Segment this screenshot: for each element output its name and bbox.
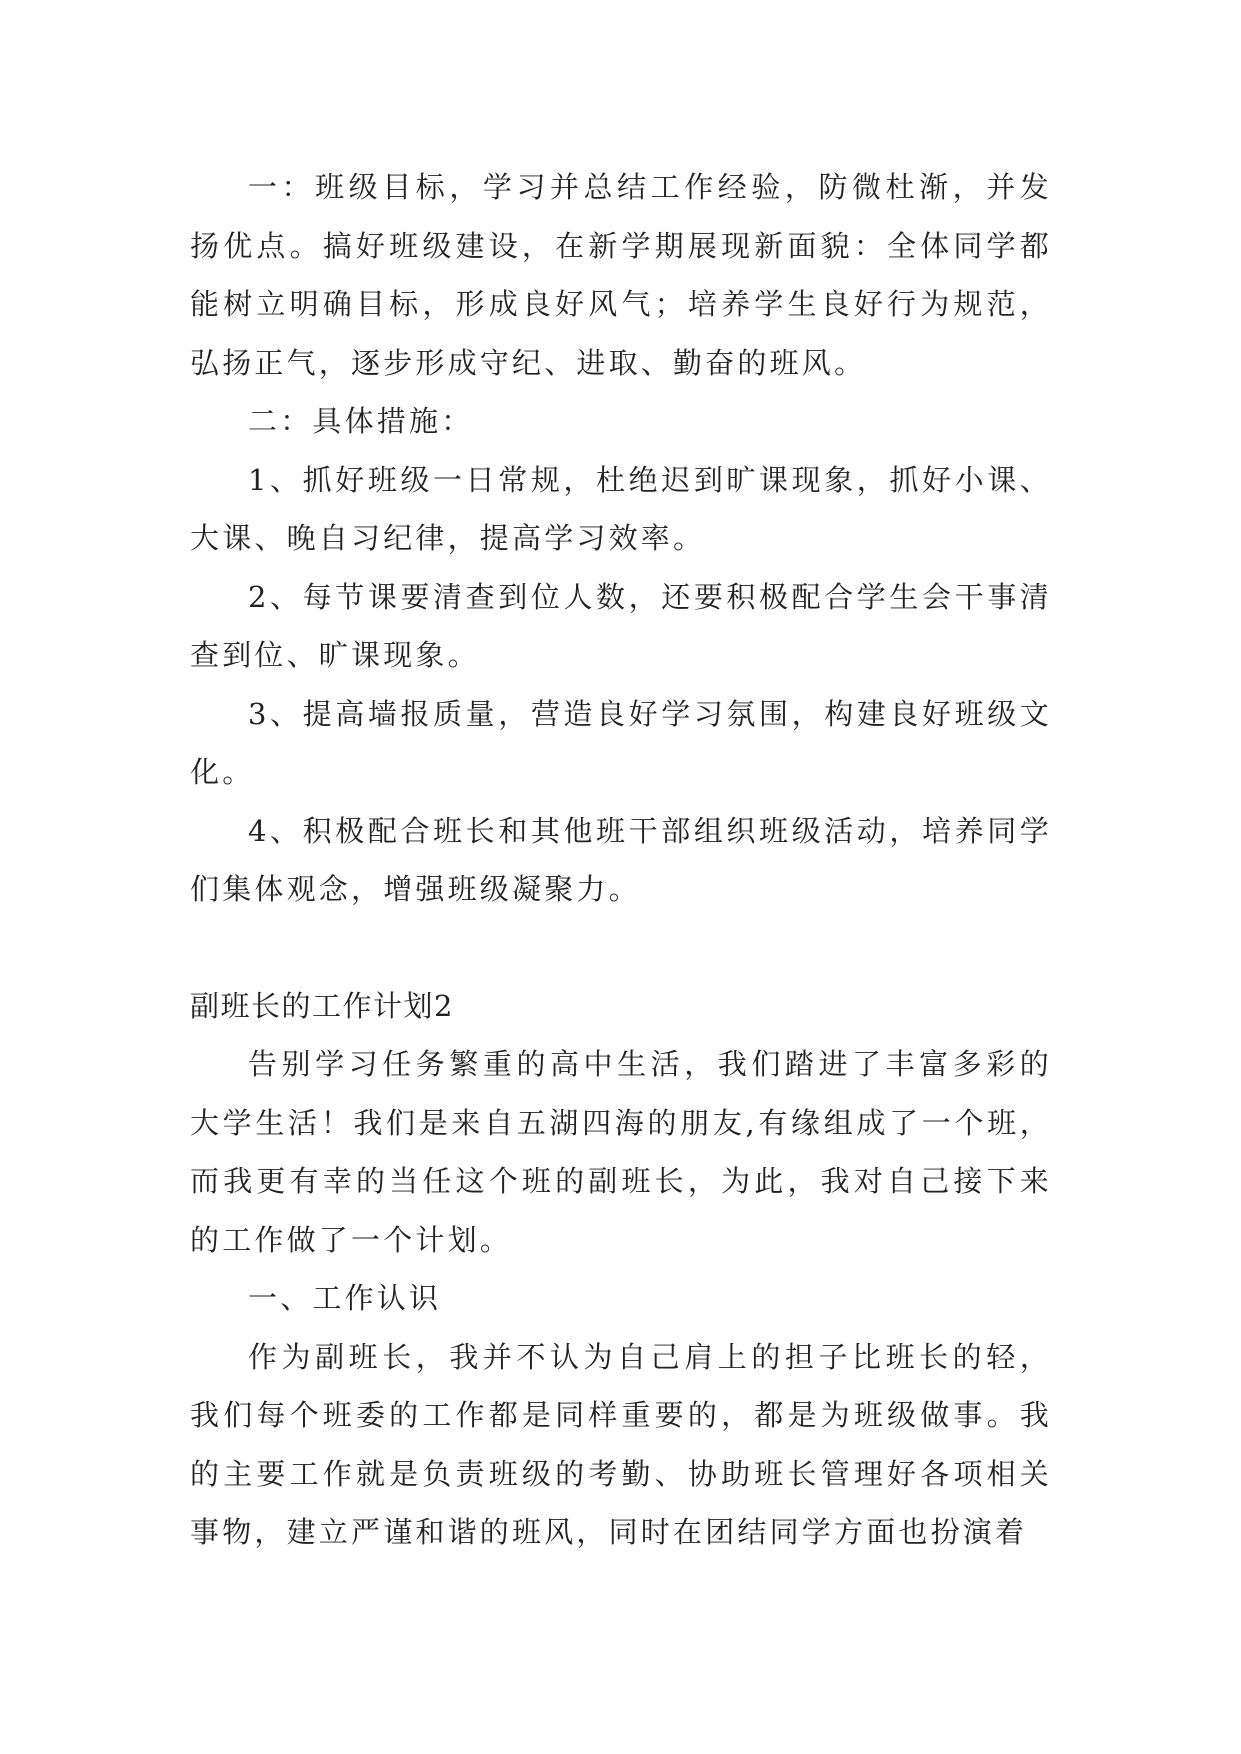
measure-item-4: 4、积极配合班长和其他班干部组织班级活动，培养同学们集体观念，增强班级凝聚力。 — [190, 813, 1052, 906]
measure-item-2: 2、每节课要清查到位人数，还要积极配合学生会干事清查到位、旷课现象。 — [190, 579, 1052, 672]
intro-paragraph: 告别学习任务繁重的高中生活，我们踏进了丰富多彩的大学生活！我们是来自五湖四海的朋友,有缘组成了一个班，而我更有幸的当任这个班的副班长，为此，我对自己接下来的工作做了一个计划。 — [190, 1047, 1052, 1257]
document-body — [190, 158, 1052, 1562]
measure-item-3: 3、提高墙报质量，营造良好学习氛围，构建良好班级文化。 — [190, 696, 1052, 789]
work-understanding-heading: 一、工作认识 — [248, 1281, 442, 1315]
class-goal-paragraph: 一：班级目标，学习并总结工作经验，防微杜渐，并发扬优点。搞好班级建设，在新学期展现新面貌：全体同学都能树立明确目标，形成良好风气；培养学生良好行为规范，弘扬正气，逐步形成守纪、进取、勤奋的班风。 — [190, 170, 1052, 380]
section-title: 副班长的工作计划2 — [190, 988, 454, 1023]
measure-item-1: 1、抓好班级一日常规，杜绝迟到旷课现象，抓好小课、大课、晚自习纪律，提高学习效率。 — [190, 462, 1052, 555]
work-understanding-paragraph: 作为副班长，我并不认为自己肩上的担子比班长的轻，我们每个班委的工作都是同样重要的，都是为班级做事。我的主要工作就是负责班级的考勤、协助班长管理好各项相关事物，建立严谨和谐的班风，同时在团结同学方面也扮演着 — [190, 1339, 1052, 1549]
measures-heading: 二：具体措施： — [248, 404, 474, 438]
